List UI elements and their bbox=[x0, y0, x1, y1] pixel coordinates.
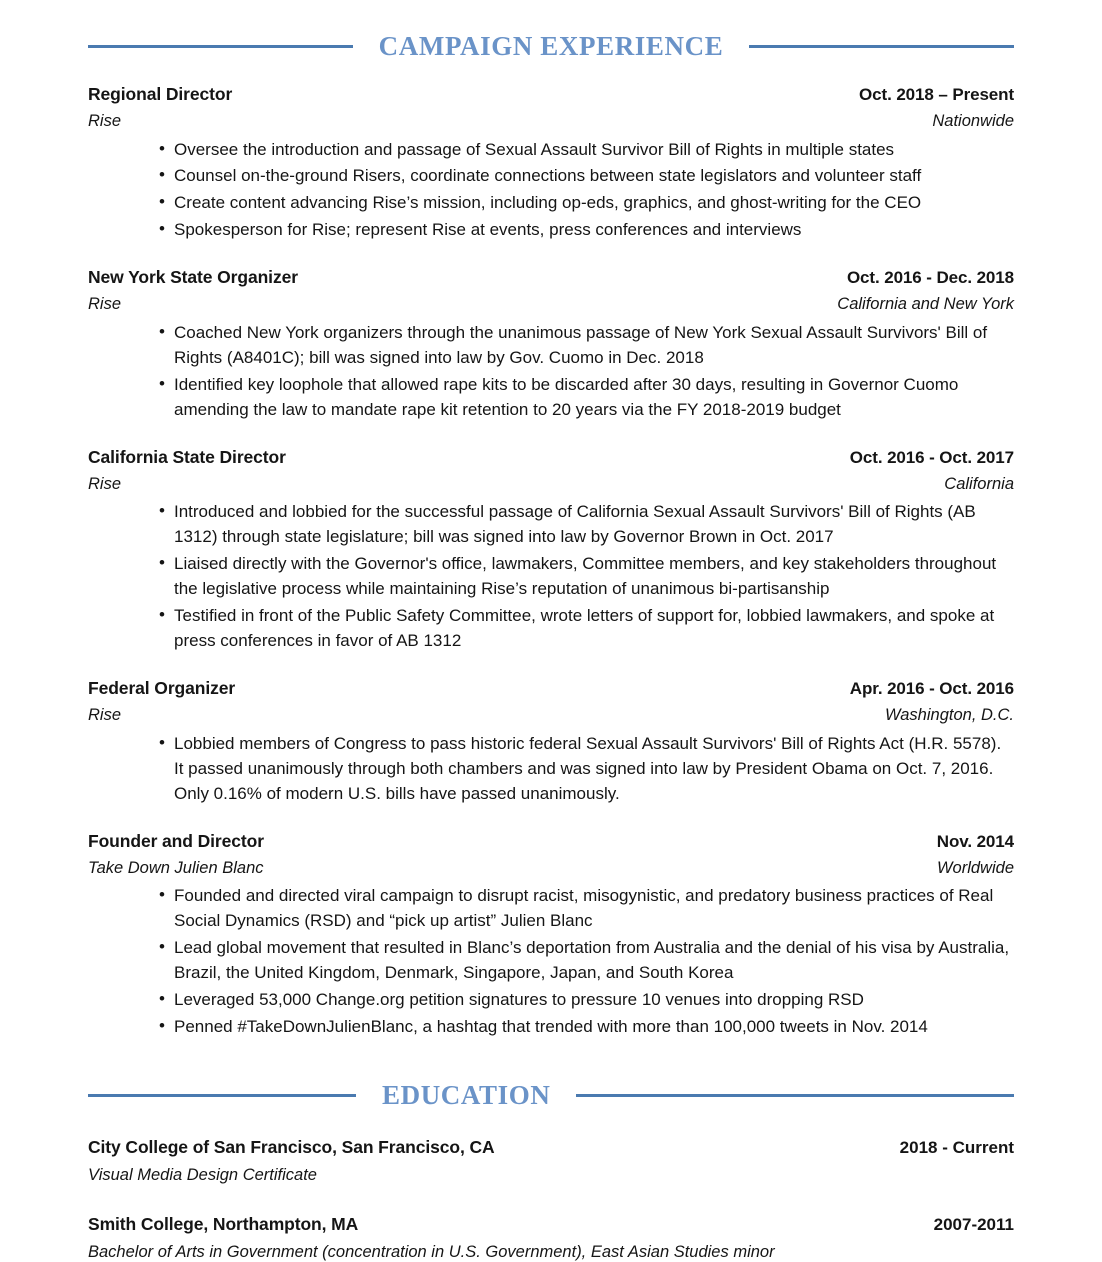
section-rule-left bbox=[88, 1094, 356, 1097]
job-bullet: • Spokesperson for Rise; represent Rise at events, press conferences and interviews bbox=[162, 218, 1014, 243]
job-organization: Rise bbox=[88, 706, 122, 725]
section-rule-right bbox=[576, 1094, 1014, 1097]
entry-org-row bbox=[88, 111, 1014, 132]
job-bullet: • Oversee the introduction and passage of Sexual Assault Survivor Bill of Rights in multiple states bbox=[162, 138, 1014, 163]
job-location: California and New York bbox=[837, 295, 1014, 314]
job-title: Regional Director bbox=[88, 84, 233, 104]
job-location: Nationwide bbox=[932, 111, 1014, 130]
job-dates: Apr. 2016 - Oct. 2016 bbox=[849, 679, 1014, 699]
job-location: Worldwide bbox=[936, 858, 1014, 877]
job-organization: Rise bbox=[88, 111, 122, 130]
school-name: Smith College, Northampton, MA bbox=[88, 1213, 359, 1234]
entry-org-row bbox=[88, 294, 1014, 315]
section-header-campaign-experience bbox=[88, 0, 1014, 60]
experience-entry bbox=[88, 831, 1014, 1040]
job-title: Federal Organizer bbox=[88, 678, 236, 699]
entry-org-row bbox=[88, 474, 1014, 495]
job-bullet: • Lobbied members of Congress to pass historic federal Sexual Assault Survivors' Bill of Rights Act (H.R. 5578). It passed unanimously through both chambers and was signed into law by President Obama on Oct. 7, 2016. Only 0.16% of modern U.S. bills have passed unanimously. bbox=[162, 732, 1014, 807]
education-entry bbox=[88, 1137, 1014, 1186]
job-location: Washington, D.C. bbox=[884, 706, 1014, 725]
job-bullet-list bbox=[88, 884, 1014, 1040]
section-rule-left bbox=[88, 45, 353, 48]
job-bullet: • Leveraged 53,000 Change.org petition signatures to pressure 10 venues into dropping RSD bbox=[162, 988, 1014, 1013]
job-bullet-list bbox=[88, 732, 1014, 807]
job-bullet-list bbox=[88, 321, 1014, 423]
education-title-row bbox=[88, 1214, 1014, 1236]
degree-name: Bachelor of Arts in Government (concentration in U.S. Government), East Asian Studies minor bbox=[88, 1242, 775, 1261]
job-organization: Rise bbox=[88, 295, 122, 314]
job-bullet: • Counsel on-the-ground Risers, coordinate connections between state legislators and volunteer staff bbox=[162, 164, 1014, 189]
school-dates: 2018 - Current bbox=[899, 1138, 1014, 1158]
job-dates: Nov. 2014 bbox=[936, 831, 1014, 851]
job-dates: Oct. 2016 - Oct. 2017 bbox=[849, 447, 1014, 467]
job-bullet: • Penned #TakeDownJulienBlanc, a hashtag that trended with more than 100,000 tweets in Nov. 2014 bbox=[162, 1015, 1014, 1040]
experience-entry bbox=[88, 678, 1014, 806]
job-bullet: • Create content advancing Rise’s mission, including op-eds, graphics, and ghost-writing for the CEO bbox=[162, 191, 1014, 216]
section-title: EDUCATION bbox=[382, 1080, 551, 1111]
entry-title-row bbox=[88, 831, 1014, 853]
entry-title-row bbox=[88, 84, 1014, 106]
job-bullet: • Identified key loophole that allowed rape kits to be discarded after 30 days, resulting in Governor Cuomo amending the law to mandate rape kit retention to 20 years via the FY 2018-2019 budget bbox=[162, 373, 1014, 423]
degree-name: Visual Media Design Certificate bbox=[88, 1166, 317, 1185]
job-bullet-list bbox=[88, 500, 1014, 654]
job-bullet: • Introduced and lobbied for the successful passage of California Sexual Assault Survivors' Bill of Rights (AB 1312) through state legislature; bill was signed into law by Governor Brown in Oct. 2017 bbox=[162, 500, 1014, 550]
job-dates: Oct. 2016 - Dec. 2018 bbox=[846, 268, 1014, 288]
entry-org-row bbox=[88, 705, 1014, 726]
job-title: California State Director bbox=[88, 446, 286, 467]
job-location: California bbox=[944, 474, 1014, 493]
job-bullet: • Lead global movement that resulted in Blanc’s deportation from Australia and the denial of his visa by Australia, Brazil, the United Kingdom, Denmark, Singapore, Japan, and South Korea bbox=[162, 936, 1014, 986]
school-dates: 2007-2011 bbox=[933, 1214, 1014, 1234]
job-bullet: • Coached New York organizers through the unanimous passage of New York Sexual Assault Survivors' Bill of Rights (A8401C); bill was signed into law by Gov. Cuomo in Dec. 2018 bbox=[162, 321, 1014, 371]
experience-entry bbox=[88, 267, 1014, 422]
job-bullet: • Founded and directed viral campaign to disrupt racist, misogynistic, and predatory business practices of Real Social Dynamics (RSD) and “pick up artist” Julien Blanc bbox=[162, 884, 1014, 934]
job-organization: Rise bbox=[88, 474, 122, 493]
education-title-row bbox=[88, 1137, 1014, 1159]
job-dates: Oct. 2018 – Present bbox=[859, 85, 1014, 104]
education-entry bbox=[88, 1214, 1014, 1262]
section-header-education bbox=[88, 1082, 1014, 1109]
entry-org-row bbox=[88, 858, 1014, 879]
job-title: New York State Organizer bbox=[88, 267, 298, 288]
entry-title-row bbox=[88, 267, 1014, 289]
job-bullet: • Testified in front of the Public Safety Committee, wrote letters of support for, lobbied lawmakers, and spoke at press conferences in favor of AB 1312 bbox=[162, 604, 1014, 654]
section-title: CAMPAIGN EXPERIENCE bbox=[378, 31, 724, 61]
job-bullet-list bbox=[88, 138, 1014, 244]
experience-entry bbox=[88, 447, 1014, 654]
entry-title-row bbox=[88, 447, 1014, 469]
job-bullet: • Liaised directly with the Governor's office, lawmakers, Committee members, and key stakeholders throughout the legislative process while maintaining Rise’s reputation of unanimous bi-partisanship bbox=[162, 552, 1014, 602]
experience-entry bbox=[88, 84, 1014, 243]
job-organization: Take Down Julien Blanc bbox=[88, 858, 264, 877]
job-title: Founder and Director bbox=[88, 830, 264, 851]
school-name: City College of San Francisco, San Francisco, CA bbox=[88, 1137, 495, 1158]
section-rule-right bbox=[749, 45, 1014, 48]
entry-title-row bbox=[88, 678, 1014, 700]
